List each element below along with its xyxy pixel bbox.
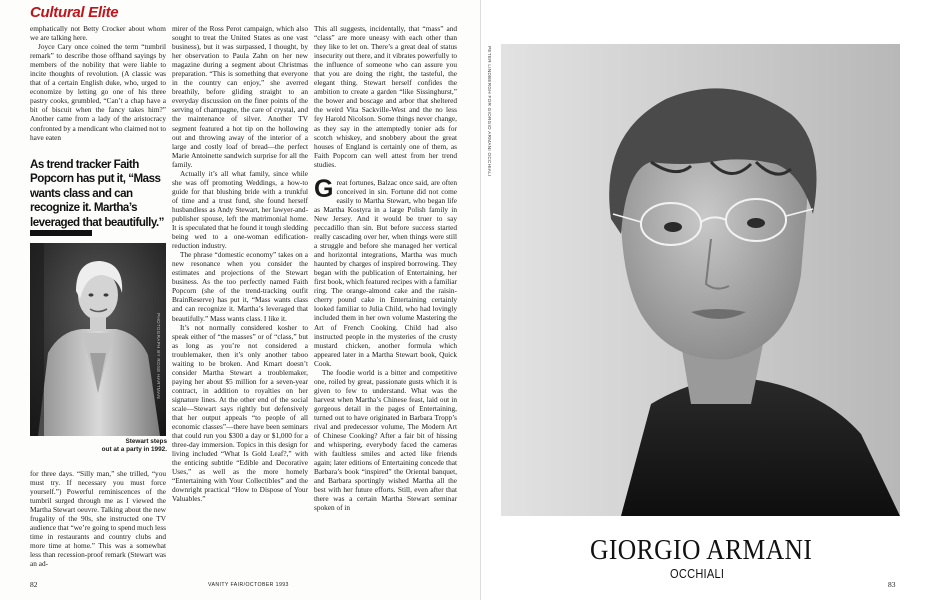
pull-quote-rule <box>30 230 92 236</box>
paragraph: mirer of the Ross Perot campaign, which also sought to treat the United States as one vast business), but it was surpassed, I thought, by her observation to Paula Zahn on her new magazine during a segment about Christmas preparation. “This is something that everyone in the country can enjoy,” she averred breathily, before gliding straight to an everyday discussion on the finer points of the serving of champagne, the care of crystal, and the maintenance of silver. Another TV segment featured a hot tip on the hollowing out and throwing away of the interior of a large and costly loaf of bread—the perfect Marie Antoinette sandwich surprise for all the family. <box>172 24 308 169</box>
ad-photo-credit: PETER LINDBERGH FOR GIORGIO ARMANI OCCHIALI <box>487 46 492 177</box>
paragraph: The foodie world is a bitter and competitive one, roiled by great, passionate gusts which it is given to few to understand. What was the harvest when Martha’s Chinese feast, laid out in gorgeous detail in the pages of Entertaining, turned out to have originated in Barbara Tropp’s rival and predecessor volume, The Modern Art of Chinese Cooking? After a fair bit of hissing and whispering, everybody faced the cameras with faultless smiles and acted like friends again; later editions of Entertaining concede that Barbara’s book “inspired” the Oriental banquet, and Barbara sportingly wished Martha all the best with her future efforts. Still, even after that there was a certain Martha Stewart seminar spoken of in <box>314 367 457 513</box>
pull-quote: As trend tracker Faith Popcorn has put it, “Mass wants class and can recognize it. Martha’s leveraged that beautifully.” <box>30 158 164 229</box>
photo-credit-left: PHOTOGRAPH BY ROSE HARTMAN <box>156 313 161 399</box>
caption-line: out at a party in 1992. <box>101 446 167 454</box>
paragraph: emphatically not Betty Crocker about whom we are talking here. <box>30 24 166 43</box>
stewart-photo <box>30 243 166 436</box>
page-number-left: 82 <box>30 580 38 589</box>
caption-line: Stewart steps <box>125 438 167 445</box>
paragraph: Actually it’s all what family, since while she was off promoting Weddings, a how-to guide for that blushing bride with a trunkful of time and a trust fund, she found herself husbandless as Andy Stewart, her lawyer-and-publisher spouse, left the matrimonial home. It is speculated that he found it tough sledding being wed to a one-woman edification-reduction industry. <box>172 168 308 251</box>
ad-sub-brand: OCCHIALI <box>670 566 725 581</box>
paragraph: This all suggests, incidentally, that “mass” and “class” are more uneasy with each other than they like to let on. There’s a great deal of status insecurity out there, and it vibrates powerfully to the influence of someone who can assure you that you are doing the right, the tasteful, the elegant thing. Stewart herself confides the ambition to create a garden “like Sissinghurst,” the bower and boscage and arbor that sheltered the weird Vita Sackville-West and the no less fey Harold Nicolson. Some things never change, as they say in the attemptedly tonier ads for scotch whiskey, and snobbery about the great houses of England is certainly one of them, as Faith Popcorn can well attest from her trend studies. <box>314 24 457 169</box>
drop-cap-paragraph-text: reat fortunes, Balzac once said, are often conceived in sin. Fortune did not come easily to Martha Stewart, who began life as Martha Kostyra in a large Polish family in New Jersey. And it would be truer to say peccadillo than sin. But before success started really cascading over her, when things were still a struggle and before she managed her vertical and horizontal integrations, Martha was much haunted by charges of inspired borrowing. They began with the publication of Entertaining, her first book, which featured recipes with a familiar ring. The orange-almond cake and the raisin-cherry pound cake in Entertaining certainly looked familiar to Julia Child, who had lovingly included them in her own volume Mastering the Art of French Cooking. Child had also instructed people in the mysteries of the crusty mustard chicken, another formula which appeared later in a Martha Stewart book, Quick Cook. <box>314 177 457 368</box>
magazine-footer: VANITY FAIR/OCTOBER 1993 <box>208 582 289 588</box>
ad-brand-name: GIORGIO ARMANI <box>590 534 813 566</box>
paragraph: Joyce Cary once coined the term “tumbril remark” to describe those offhand sayings by members of the nobility that were liable to incite thoughts of revolution. (A classic was that of a certain English duke, who, urged to economize by letting go one of his three pastry cooks, grumbled, “Can’t a chap have a bit of biscuit when the fancy takes him?” Another came from a lady of the aristocracy confronted by a mendicant who claimed not to have eaten <box>30 42 166 142</box>
article-column-3 <box>314 24 457 512</box>
stewart-photo-image <box>30 243 166 436</box>
paragraph-with-drop-cap <box>314 174 457 368</box>
paragraph: The phrase “domestic economy” takes on a new resonance when you consider the estimates and projections of the Stewart business. As the too perfectly named Faith Popcorn (she of the trend-tracking outfit BrainReserve) has put it, “Mass wants class and can recognize it. Martha’s leveraged that beautifully.” Mass wants class. I like it. <box>172 250 308 323</box>
model-portrait-image <box>501 44 900 516</box>
drop-cap: G <box>314 174 334 203</box>
article-column-2 <box>172 24 308 503</box>
photo-caption <box>60 438 167 455</box>
page-number-right: 83 <box>888 580 896 589</box>
article-column-1-top <box>30 24 166 142</box>
paragraph: for three days. “Silly man,” she trilled, “you must try. If necessary you must force yourself.”) Powerful reminiscences of the tumbril surged through me as I viewed the Martha Stewart oeuvre. Talking about the new frugality of the 90s, she instructed one TV audience that “we’re going to spend much less time in restaurants and country clubs and more time at home.” This was a somewhat less than recession-proof remark (Stewart was an ad- <box>30 469 166 569</box>
article-column-1-bottom <box>30 469 166 569</box>
armani-ad-photo <box>501 44 900 516</box>
paragraph: It’s not normally considered kosher to speak either of “the masses” or of “class,” but as long as you’re not considered a troublemaker, then it’s only another taboo waiting to be broken. And Kmart doesn’t consider Martha Stewart a troublemaker, paying her about $5 million for a seven-year contract, in addition to royalties on her signature lines. At the other end of the social scale—Stewart says rightly but defensively that her output appeals “to people of all economic classes”—there have been seminars that could run you $300 a day or $1,000 for a three-day immersion. Topics in this design for living included “What Is Gold Leaf?,” with the enticing subtitle “Edible and Decorative Uses,” as well as the more homely “Entertaining with Your Collectibles” and the downright practical “How to Dispose of Your Valuables.” <box>172 322 308 504</box>
section-title: Cultural Elite <box>30 4 119 21</box>
